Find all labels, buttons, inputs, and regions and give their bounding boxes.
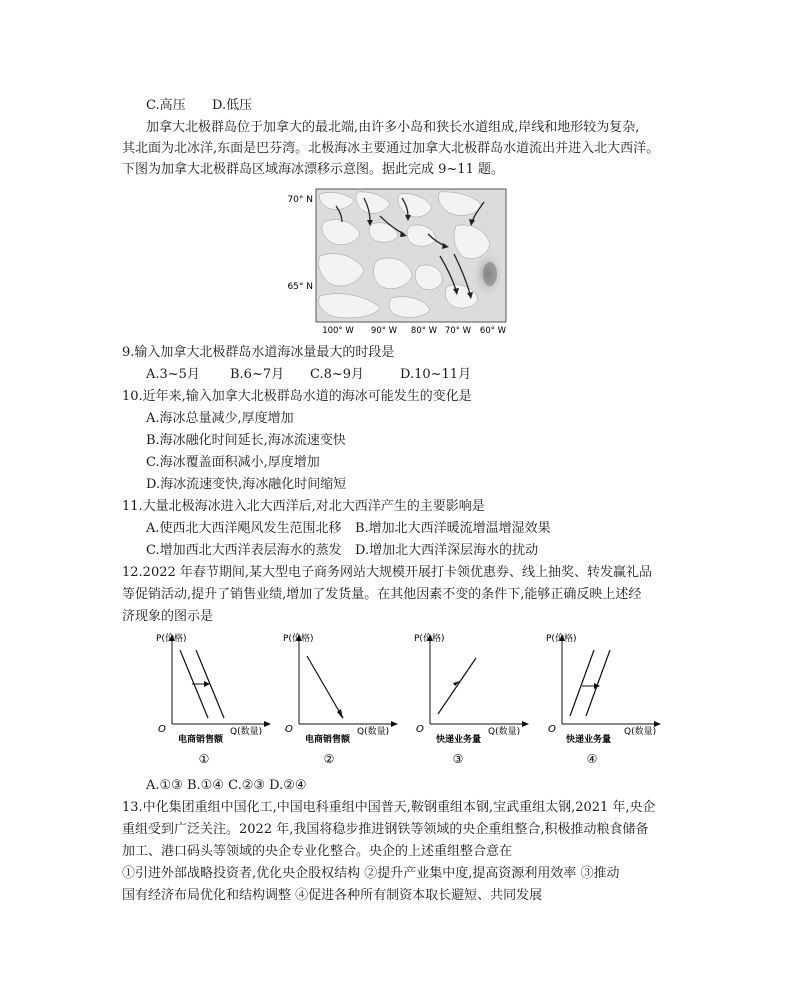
q10-option-d: D.海冰流速变快,海冰融化时间缩短 — [146, 477, 347, 492]
q10-option-b: B.海冰融化时间延长,海冰流速变快 — [146, 433, 346, 448]
graph-2 — [277, 628, 407, 768]
graph-4-x-caption: 快递业务量 — [566, 735, 612, 745]
q12-line-1: 12.2022 年春节期间,某大型电子商务网站大规模开展打卡领优惠券、线上抽奖、转发赢礼品 — [122, 565, 653, 580]
lat-65-label: 65° N — [287, 282, 313, 292]
graph-3 — [408, 628, 538, 768]
graph-4-origin: O — [548, 724, 556, 735]
q13-line-3: 加工、港口码头等领域的央企专业化整合。央企的上述重组整合意在 — [122, 844, 513, 859]
q13-line-1: 13.中化集团重组中国化工,中国电科重组中国普天,鞍钢重组本钢,宝武重组太钢,2021 年,央企 — [122, 800, 656, 815]
q13-line-4: ①引进外部战略投资者,优化央企股权结构 ②提升产业集中度,提高资源利用效率 ③推动 — [122, 866, 620, 881]
option-d: D.低压 — [212, 98, 253, 113]
graph-3-number: ③ — [452, 752, 464, 766]
graph-4-y-label: P(价格) — [546, 634, 577, 644]
graph-4-x-label: Q(数量) — [624, 727, 657, 737]
graph-3-y-label: P(价格) — [414, 634, 445, 644]
graph-2-number: ② — [323, 752, 335, 766]
q9-option-a: A.3~5月 — [146, 367, 200, 382]
q9-option-c: C.8~9月 — [310, 367, 365, 382]
q12-options: A.①③ B.①④ C.②③ D.②④ — [146, 778, 307, 793]
q9-option-b: B.6~7月 — [230, 367, 285, 382]
graph-1-origin: O — [158, 724, 166, 735]
graph-1-x-label: Q(数量) — [230, 727, 263, 737]
q10-option-a: A.海冰总量减少,厚度增加 — [146, 411, 294, 426]
graph-3-origin: O — [416, 724, 424, 735]
lon-70-label: 70° W — [444, 326, 472, 336]
graph-4-number: ④ — [586, 752, 598, 766]
q11-stem: 11.大量北极海冰进入北大西洋后,对北大西洋产生的主要影响是 — [122, 499, 485, 514]
q12-line-3: 济现象的图示是 — [122, 609, 214, 624]
graph-3-x-caption: 快递业务量 — [436, 735, 482, 745]
graph-1 — [150, 628, 280, 768]
passage-line-3: 下图为加拿大北极群岛区域海冰漂移示意图。据此完成 9~11 题。 — [122, 162, 504, 177]
lon-100-label: 100° W — [322, 326, 354, 336]
graph-2-x-caption: 电商销售额 — [305, 735, 351, 745]
q9-stem: 9.输入加拿大北极群岛水道海冰量最大的时段是 — [122, 345, 395, 360]
q11-option-c: C.增加西北大西洋表层海水的蒸发 — [146, 543, 342, 558]
q9-option-d: D.10~11月 — [400, 367, 472, 382]
lon-60-label: 60° W — [479, 326, 507, 336]
option-c: C.高压 — [146, 98, 186, 113]
q13-line-2: 重组受到广泛关注。2022 年,我国将稳步推进钢铁等领域的央企重组整合,积极推动粮食储备 — [122, 822, 649, 837]
graph-2-y-label: P(价格) — [283, 634, 314, 644]
graph-1-x-caption: 电商销售额 — [178, 735, 224, 745]
graph-1-number: ① — [198, 752, 210, 766]
graph-1-y-label: P(价格) — [156, 634, 187, 644]
lat-70-label: 70° N — [287, 195, 313, 205]
q11-option-a: A.使西北大西洋飓风发生范围北移 — [146, 521, 342, 536]
passage-line-2: 其北面为北冰洋,东面是巴芬湾。北极海冰主要通过加拿大北极群岛水道流出并进入北大西洋。 — [122, 141, 660, 156]
q11-option-b: B.增加北大西洋暖流增温增湿效果 — [355, 521, 551, 536]
sea-ice-drift-map — [280, 186, 520, 336]
q13-line-5: 国有经济布局优化和结构调整 ④促进各种所有制资本取长避短、共同发展 — [122, 888, 543, 903]
passage-line-1: 加拿大北极群岛位于加拿大的最北端,由许多小岛和狭长水道组成,岸线和地形较为复杂, — [146, 120, 640, 135]
q10-stem: 10.近年来,输入加拿大北极群岛水道的海冰可能发生的变化是 — [122, 389, 472, 404]
lon-90-label: 90° W — [370, 326, 398, 336]
graph-4 — [540, 628, 680, 768]
lon-80-label: 80° W — [410, 326, 438, 336]
graph-2-origin: O — [285, 724, 293, 735]
q10-option-c: C.海冰覆盖面积减小,厚度增加 — [146, 455, 320, 470]
q12-line-2: 等促销活动,提升了销售业绩,增加了发货量。在其他因素不变的条件下,能够正确反映上述经 — [122, 587, 642, 602]
graph-2-x-label: Q(数量) — [357, 727, 390, 737]
q11-option-d: D.增加北大西洋深层海水的扰动 — [355, 543, 539, 558]
graph-3-x-label: Q(数量) — [488, 727, 521, 737]
